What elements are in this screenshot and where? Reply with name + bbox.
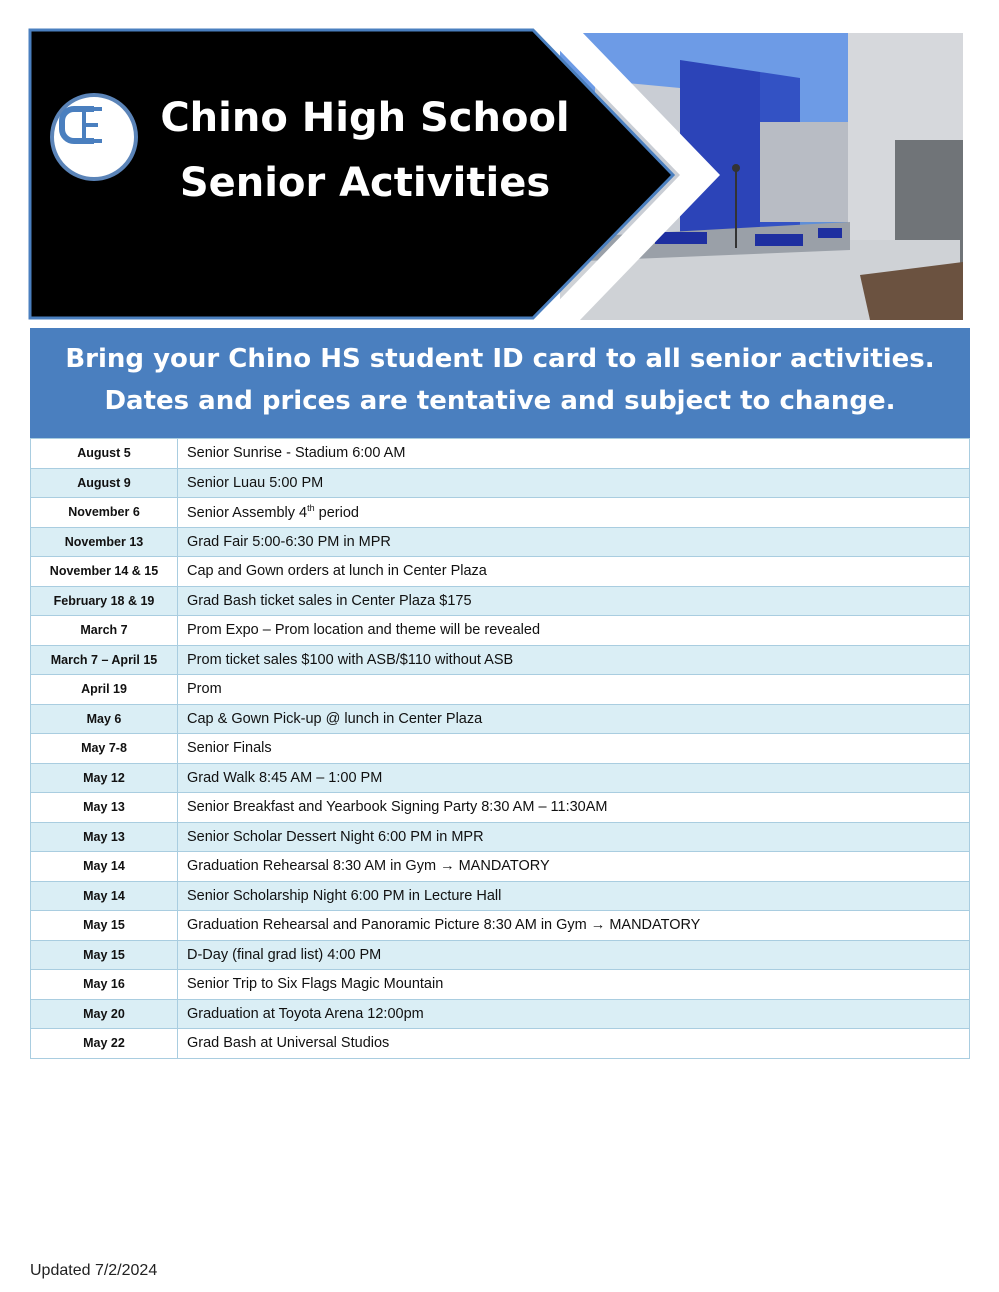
table-row [31,675,970,705]
row-event: Senior Scholarship Night 6:00 PM in Lecture Hall [178,881,970,911]
row-date: May 22 [31,1029,178,1059]
row-event: Senior Sunrise - Stadium 6:00 AM [178,439,970,469]
row-event: Prom [178,675,970,705]
row-date: May 6 [31,704,178,734]
table-row [31,704,970,734]
row-date: May 20 [31,999,178,1029]
row-date: August 9 [31,468,178,498]
row-date: May 13 [31,793,178,823]
page-title-line2: Senior Activities [179,160,551,206]
row-date: November 13 [31,527,178,557]
row-date: March 7 [31,616,178,646]
table-row [31,911,970,941]
row-event: Senior Luau 5:00 PM [178,468,970,498]
row-event: Cap & Gown Pick-up @ lunch in Center Plaza [178,704,970,734]
row-event: Senior Scholar Dessert Night 6:00 PM in MPR [178,822,970,852]
row-date: May 15 [31,940,178,970]
table-row [31,439,970,469]
row-event [178,498,970,528]
row-event: Graduation Rehearsal 8:30 AM in Gym → MANDATORY [178,852,970,882]
table-row [31,557,970,587]
row-event: Senior Finals [178,734,970,764]
table-row [31,999,970,1029]
page-title-line1: Chino High School [160,95,570,141]
ce-monogram-icon [54,97,110,153]
header [0,0,999,330]
table-row [31,881,970,911]
notice-line1: Bring your Chino HS student ID card to all senior activities. [65,344,935,374]
table-row [31,793,970,823]
row-date: August 5 [31,439,178,469]
row-event: D-Day (final grad list) 4:00 PM [178,940,970,970]
row-event: Grad Fair 5:00-6:30 PM in MPR [178,527,970,557]
table-row [31,822,970,852]
table-row [31,645,970,675]
row-date: November 14 & 15 [31,557,178,587]
row-date: May 14 [31,852,178,882]
table-row [31,527,970,557]
table-row [31,734,970,764]
row-event: Grad Bash at Universal Studios [178,1029,970,1059]
row-date: May 15 [31,911,178,941]
row-event: Prom Expo – Prom location and theme will be revealed [178,616,970,646]
row-event: Senior Trip to Six Flags Magic Mountain [178,970,970,1000]
row-date: May 7-8 [31,734,178,764]
updated-date: Updated 7/2/2024 [30,1262,158,1279]
school-logo [50,93,138,181]
table-row [31,468,970,498]
row-date: May 14 [31,881,178,911]
row-event-superscript: th [307,503,315,514]
notice-banner [30,328,970,438]
row-event: Grad Walk 8:45 AM – 1:00 PM [178,763,970,793]
row-date: March 7 – April 15 [31,645,178,675]
table-row [31,852,970,882]
schedule-table [30,438,970,1059]
row-event: Cap and Gown orders at lunch in Center Plaza [178,557,970,587]
table-row [31,940,970,970]
row-event: Senior Breakfast and Yearbook Signing Party 8:30 AM – 11:30AM [178,793,970,823]
row-event-text: Senior Assembly 4 [187,505,308,522]
row-date: April 19 [31,675,178,705]
notice-line2: Dates and prices are tentative and subject to change. [104,386,896,416]
row-date: February 18 & 19 [31,586,178,616]
row-date: May 16 [31,970,178,1000]
row-event: Graduation at Toyota Arena 12:00pm [178,999,970,1029]
row-event-text-end: period [314,505,359,522]
table-row [31,586,970,616]
table-row [31,763,970,793]
row-date: May 13 [31,822,178,852]
row-event: Graduation Rehearsal and Panoramic Picture 8:30 AM in Gym → MANDATORY [178,911,970,941]
table-row [31,498,970,528]
table-row [31,1029,970,1059]
row-date: May 12 [31,763,178,793]
row-event: Grad Bash ticket sales in Center Plaza $175 [178,586,970,616]
table-row [31,616,970,646]
row-date: November 6 [31,498,178,528]
row-event: Prom ticket sales $100 with ASB/$110 without ASB [178,645,970,675]
table-row [31,970,970,1000]
